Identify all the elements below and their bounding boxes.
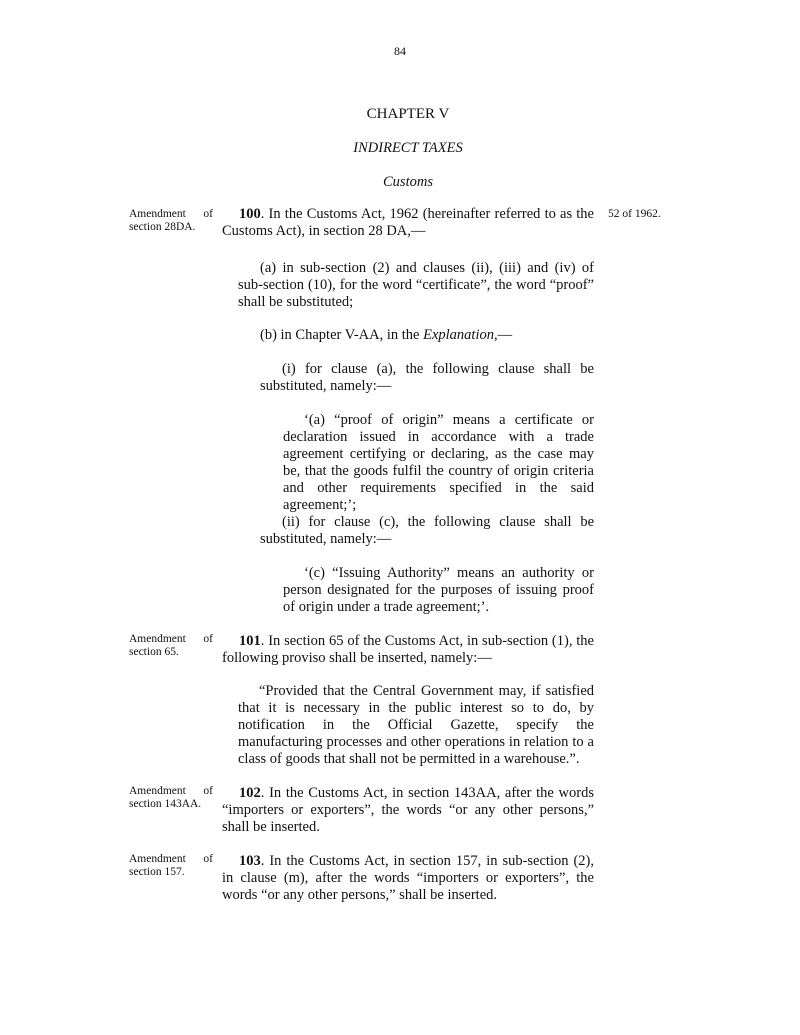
margin-note-section-100: Amendment of section 28DA.	[129, 208, 213, 233]
margin-note-section-101: Amendment of section 65.	[129, 633, 213, 658]
section-100-clause-a	[238, 260, 594, 311]
clause-b-explanation: Explanation	[423, 327, 494, 343]
section-100-text: . In the Customs Act, 1962 (hereinafter referred to as the Customs Act), in section 28 DA,—	[222, 206, 594, 239]
section-100-clause-ii	[260, 514, 594, 548]
section-101-proviso	[238, 683, 594, 768]
section-101-intro	[222, 633, 594, 667]
section-103-text: . In the Customs Act, in section 157, in sub-section (2), in clause (m), after the words “importers or exporters”, the words “or any other persons,” shall be inserted.	[222, 853, 594, 903]
clause-a-text: (a) in sub-section (2) and clauses (ii), (iii) and (iv) of sub-section (10), for the word “certificate”, the word “proof” shall be substituted;	[238, 260, 594, 310]
chapter-title: CHAPTER V	[366, 106, 450, 122]
section-100-clause-b	[260, 327, 594, 344]
quote-a-text: ‘(a) “proof of origin” means a certificate or declaration issued in accordance with a trade agreement certifying or declaring, as the case may be, that the goods fulfil the country of origin criteria and other requirements specified in the said agreement;’;	[283, 412, 594, 513]
page-number: 84	[394, 44, 406, 58]
proviso-text: “Provided that the Central Government may, if satisfied that it is necessary in the public interest so to do, by notification in the Official Gazette, specify the manufacturing processes and other operations in relation to a class of goods that shall not be permitted in a warehouse.”.	[238, 683, 594, 767]
clause-ii-text: (ii) for clause (c), the following clause shall be substituted, namely:—	[260, 514, 594, 547]
section-102-number: 102	[239, 785, 261, 801]
chapter-subject: INDIRECT TAXES	[353, 140, 463, 156]
clause-b-post: ,—	[494, 327, 513, 343]
section-100-clause-i	[260, 361, 594, 395]
clause-b-pre: (b) in Chapter V-AA, in the	[260, 327, 424, 343]
section-102	[222, 785, 594, 836]
section-101-number: 101	[239, 633, 261, 649]
section-100-number: 100	[239, 206, 261, 222]
section-101-text: . In section 65 of the Customs Act, in sub-section (1), the following proviso shall be inserted, namely:—	[222, 633, 594, 666]
section-102-text: . In the Customs Act, in section 143AA, after the words “importers or exporters”, the words “or any other persons,” shall be inserted.	[222, 785, 594, 835]
chapter-sub-heading: Customs	[383, 174, 433, 190]
quote-c-text: ‘(c) “Issuing Authority” means an authority or person designated for the purposes of issuing proof of origin under a trade agreement;’.	[283, 565, 594, 615]
section-103	[222, 853, 594, 904]
margin-note-section-102: Amendment of section 143AA.	[129, 785, 213, 810]
margin-note-section-103: Amendment of section 157.	[129, 853, 213, 878]
clause-i-text: (i) for clause (a), the following clause shall be substituted, namely:—	[260, 361, 594, 394]
section-100-quote-c	[283, 565, 594, 616]
section-100-quote-a	[283, 412, 594, 514]
right-note-act-year: 52 of 1962.	[608, 208, 661, 220]
section-100-intro	[222, 206, 594, 240]
section-103-number: 103	[239, 853, 261, 869]
